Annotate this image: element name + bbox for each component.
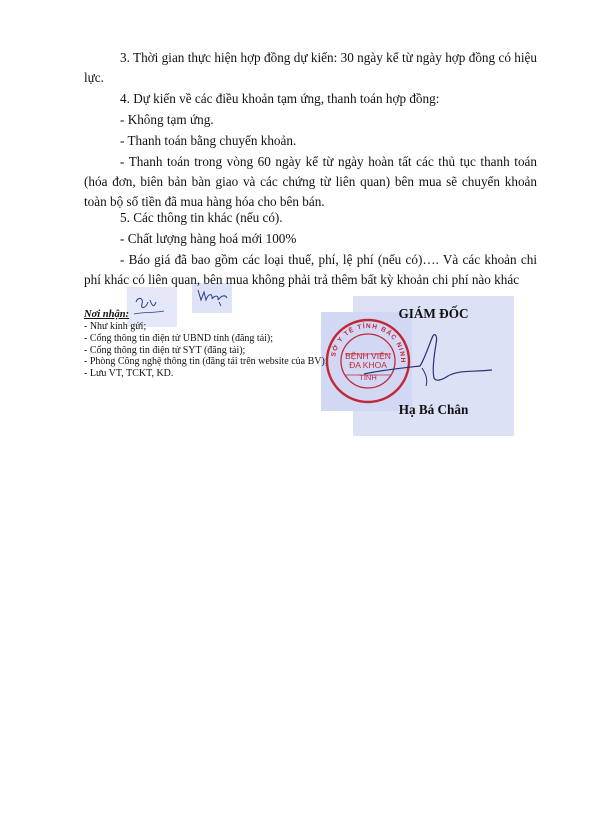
paragraph-payment-terms-heading: 4. Dự kiến về các điều khoản tạm ứng, thanh toán hợp đồng: <box>120 91 440 106</box>
paragraph-no-advance: - Không tạm ứng. <box>120 112 214 127</box>
stamp-ring-text: SỞ Y TẾ TỈNH BẮC NINH <box>330 322 407 364</box>
list-item: - Cổng thông tin điện tử UBND tỉnh (đăng tải); <box>84 332 274 344</box>
paragraph-contract-duration: 3. Thời gian thực hiện hợp đồng dự kiến: 30 ngày kể từ ngày hợp đồng có hiệu lực. <box>84 50 537 85</box>
director-signature-icon <box>362 330 512 394</box>
list-item: - Như kính gửi; <box>84 321 147 332</box>
paragraph-bank-transfer: - Thanh toán bằng chuyển khoản. <box>120 133 297 148</box>
recipients-title: Nơi nhận: <box>84 309 130 320</box>
stamp-text-line1: BỆNH VIỆN <box>345 351 391 361</box>
paragraph-other-info-heading: 5. Các thông tin khác (nếu có). <box>120 210 283 225</box>
director-title: GIÁM ĐỐC <box>398 306 469 321</box>
director-name: Hạ Bá Chân <box>398 402 469 417</box>
paragraph-quality: - Chất lượng hàng hoá mới 100% <box>120 231 297 246</box>
initial-signature-icon <box>130 292 170 320</box>
list-item: - Lưu VT, TCKT, KD. <box>84 368 174 380</box>
initial-signature-icon <box>195 286 231 310</box>
stamp-text-line2: ĐA KHOA <box>349 360 387 370</box>
recipients-list <box>84 321 328 380</box>
paragraph-price-includes: - Báo giá đã bao gồm các loại thuế, phí, lệ phí (nếu có)…. Và các khoản chi phí khác có liên quan, bên mua không phải trả thêm bất kỳ khoản chi phí nào khác <box>84 252 537 287</box>
paragraph-payment-60-days: - Thanh toán trong vòng 60 ngày kể từ ngày hoàn tất các thủ tục thanh toán (hóa đơn, biên bản bàn giao và các chứng từ liên quan) bên mua sẽ chuyển khoản toàn bộ số tiền đã mua hàng hóa cho bên bán. <box>84 154 537 209</box>
list-item: - Cổng thông tin điện tử SYT (đăng tải); <box>84 344 246 356</box>
list-item: - Phòng Công nghệ thông tin (đăng tải trên website của BV); <box>84 356 328 368</box>
stamp-text-line3: TỈNH <box>359 373 377 382</box>
